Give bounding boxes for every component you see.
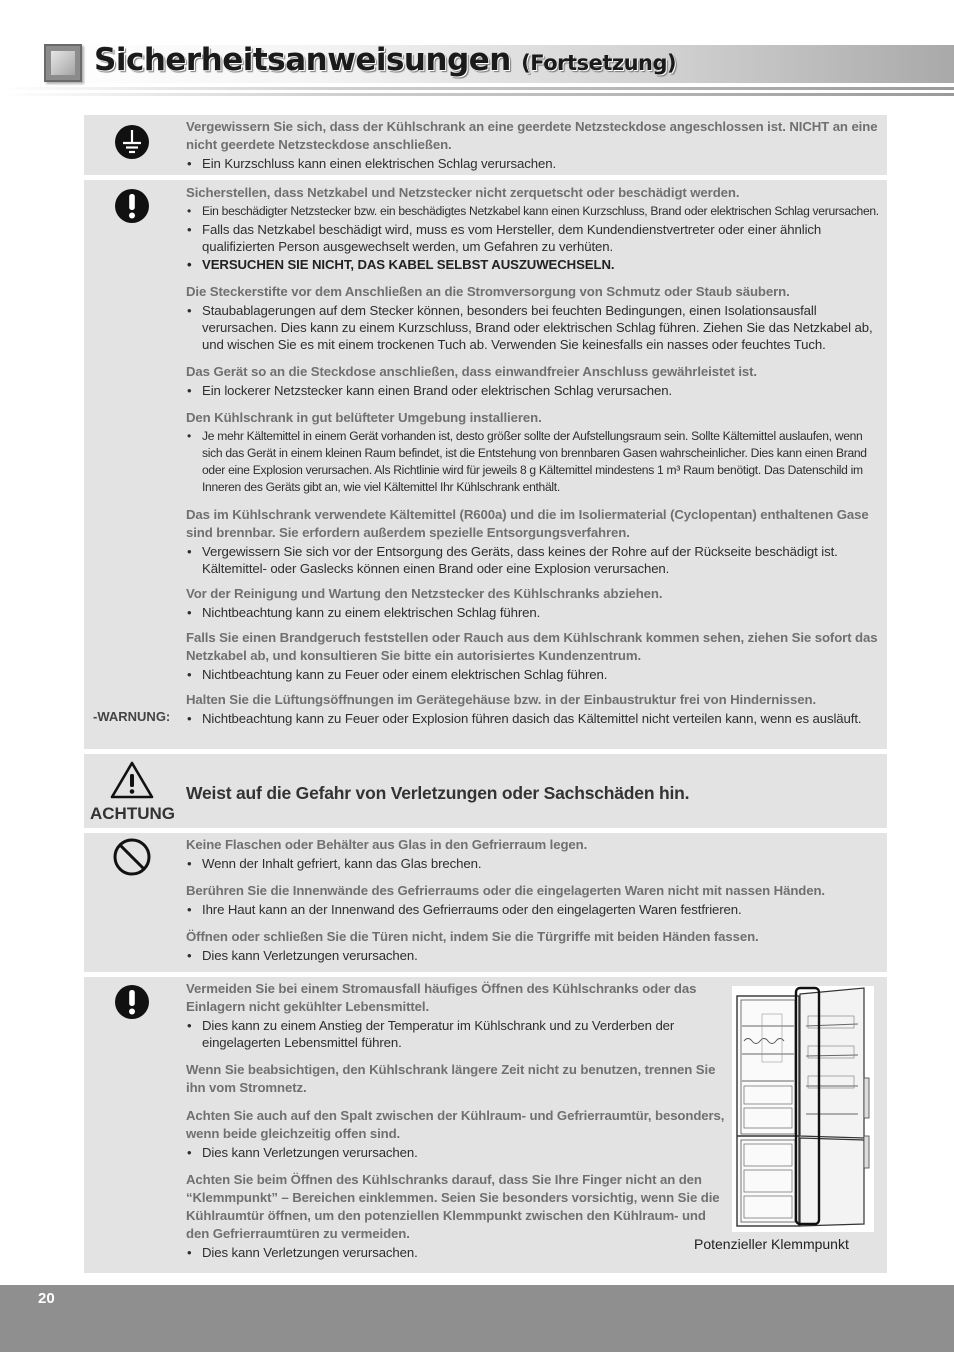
block-heading: Sicherstellen, dass Netzkabel und Netzstecker nicht zerquetscht oder beschädigt werden.	[186, 185, 740, 200]
header-square-icon	[44, 44, 82, 82]
bullet-item: • Nichtbeachtung kann zu Feuer oder Explosion führen dasich das Kältemittel nicht verteilen kann, wenn es ausläuft.	[186, 710, 883, 727]
exclamation-icon	[84, 188, 179, 224]
block-heading: Vermeiden Sie bei einem Stromausfall häufiges Öffnen des Kühlschranks oder das Einlagern nicht gekühlter Lebensmittel.	[186, 981, 697, 1014]
bullet-item: • Nichtbeachtung kann zu Feuer oder einem elektrischen Schlag führen.	[186, 666, 883, 683]
block-heading: Berühren Sie die Innenwände des Gefrierraums oder die eingelagerten Waren nicht mit nassen Händen.	[186, 883, 825, 898]
safety-block-grounding	[84, 115, 887, 175]
block-heading: Keine Flaschen oder Behälter aus Glas in den Gefrierraum legen.	[186, 837, 588, 852]
block-heading: Das im Kühlschrank verwendete Kältemittel (R600a) und die im Isoliermaterial (Cyclopentan) enthaltenen Gase sind brennbar. Sie erfordern außerdem spezielle Entsorgungsverfahren.	[186, 507, 869, 540]
bullet-item: • Dies kann Verletzungen verursachen.	[186, 1244, 731, 1261]
block-heading: Das Gerät so an die Steckdose anschließen, dass einwandfreier Anschluss gewährleistet ist.	[186, 364, 757, 379]
page-title	[94, 42, 676, 78]
bullet-item: • Ein Kurzschluss kann einen elektrischen Schlag verursachen.	[186, 155, 883, 172]
bullet-item: • Staubablagerungen auf dem Stecker können, besonders bei feuchten Bedingungen, einen Isolationsausfall verursachen. Dies kann zu einem Kurzschluss, Brand oder elektrischen Schlag führen. Ziehen Sie das Netzkabel ab, und wischen Sie es mit einem trockenen Tuch ab. Verwenden Sie keinesfalls ein nasses oder feuchtes Tuch.	[186, 302, 883, 353]
header-rule-bottom	[0, 93, 954, 96]
bullet-item: • Dies kann zu einem Anstieg der Temperatur im Kühlschrank und zu Verderben der eingelagerten Lebensmittel führen.	[186, 1017, 731, 1051]
safety-block-prohibited	[84, 833, 887, 972]
achtung-block	[84, 754, 887, 828]
bullet-item: • Falls das Netzkabel beschädigt wird, muss es vom Hersteller, dem Kundendienstvertreter oder einer ähnlich qualifizierten Person ausgewechselt werden, um Gefahren zu verhüten.	[186, 221, 883, 255]
block-heading: Den Kühlschrank in gut belüfteter Umgebung installieren.	[186, 410, 542, 425]
page-number: 20	[38, 1290, 55, 1307]
bullet-item: • Wenn der Inhalt gefriert, kann das Glas brechen.	[186, 855, 883, 872]
bullet-item: • Ihre Haut kann an der Innenwand des Gefrierraums oder den eingelagerten Waren festfrieren.	[186, 901, 883, 918]
block-heading: Halten Sie die Lüftungsöffnungen im Gerätegehäuse bzw. in der Einbaustruktur frei von Hindernissen.	[186, 692, 817, 707]
bullet-item: • VERSUCHEN SIE NICHT, DAS KABEL SELBST AUSZUWECHSELN.	[186, 256, 883, 273]
page-title-subtitle: (Fortsetzung)	[521, 51, 677, 75]
header-rule-top	[0, 87, 954, 90]
exclamation-icon	[84, 984, 179, 1020]
page-title-main: Sicherheitsanweisungen	[94, 42, 511, 78]
bullet-item: • Nichtbeachtung kann zu einem elektrischen Schlag führen.	[186, 604, 883, 621]
block-heading: Achten Sie beim Öffnen des Kühlschranks darauf, dass Sie Ihre Finger nicht an den “Klemmpunkt” – Bereichen einklemmen. Seien Sie besonders vorsichtig, wenn Sie die Kühlraumtür öffnen, um den potenziellen Klemmpunkt zwischen den Kühlraum- und den Gefrierraumtüren zu vermeiden.	[186, 1172, 720, 1241]
achtung-label: ACHTUNG	[90, 804, 175, 823]
bullet-item: • Ein beschädigter Netzstecker bzw. ein beschädigtes Netzkabel kann einen Kurzschluss, Brand oder elektrischen Schlag verursachen.	[186, 203, 883, 220]
block-heading: Achten Sie auch auf den Spalt zwischen der Kühlraum- und Gefrierraumtür, besonders, wenn beide gleichzeitig offen sind.	[186, 1108, 725, 1141]
figure-caption: Potenzieller Klemmpunkt	[694, 1236, 849, 1252]
page-header	[0, 40, 954, 100]
bullet-item: • Dies kann Verletzungen verursachen.	[186, 1144, 731, 1161]
block-heading: Öffnen oder schließen Sie die Türen nicht, indem Sie die Türgriffe mit beiden Händen fassen.	[186, 929, 759, 944]
achtung-title: Weist auf die Gefahr von Verletzungen oder Sachschäden hin.	[186, 783, 690, 803]
warning-triangle-icon	[84, 760, 179, 800]
warning-label: -WARNUNG:	[93, 709, 171, 724]
bullet-item: • Dies kann Verletzungen verursachen.	[186, 947, 883, 964]
block-heading: Die Steckerstifte vor dem Anschließen an die Stromversorgung von Schmutz oder Staub säubern.	[186, 284, 790, 299]
page-footer	[0, 1285, 954, 1352]
fridge-illustration	[732, 986, 874, 1232]
bullet-item: • Vergewissern Sie sich vor der Entsorgung des Geräts, dass keines der Rohre auf der Rückseite beschädigt ist. Kältemittel- oder Gaslecks können einen Brand oder eine Explosion verursachen.	[186, 543, 883, 577]
safety-block-warnings	[84, 180, 887, 749]
block-heading: Vergewissern Sie sich, dass der Kühlschrank an eine geerdete Netzsteckdose angeschlossen ist. NICHT an eine nicht geerdete Netzsteckdose anschließen.	[186, 119, 878, 152]
block-heading: Vor der Reinigung und Wartung den Netzstecker des Kühlschranks abziehen.	[186, 586, 663, 601]
block-heading: Falls Sie einen Brandgeruch feststellen oder Rauch aus dem Kühlschrank kommen sehen, ziehen Sie sofort das Netzkabel ab, und konsultieren Sie bitte ein autorisiertes Kundenzentrum.	[186, 630, 878, 663]
block-heading: Wenn Sie beabsichtigen, den Kühlschrank längere Zeit nicht zu benutzen, trennen Sie ihn vom Stromnetz.	[186, 1062, 716, 1095]
ground-icon	[84, 124, 179, 160]
bullet-item: • Ein lockerer Netzstecker kann einen Brand oder elektrischen Schlag verursachen.	[186, 382, 883, 399]
prohibition-icon	[84, 837, 179, 877]
bullet-item: • Je mehr Kältemittel in einem Gerät vorhanden ist, desto größer sollte der Aufstellungsraum sein. Sollte Kältemittel auslaufen, wenn sich das Gerät in einem kleinen Raum befindet, ist die Entstehung von brennbaren Gasen wahrscheinlicher. Dies kann einen Brand oder eine Explosion verursachen. Als Richtlinie wird für jeweils 8 g Kältemittel mindestens 1 m³ Raum benötigt. Das Datenschild im Inneren des Geräts gibt an, wie viel Kältemittel Ihr Kühlschrank enthält.	[186, 428, 883, 496]
